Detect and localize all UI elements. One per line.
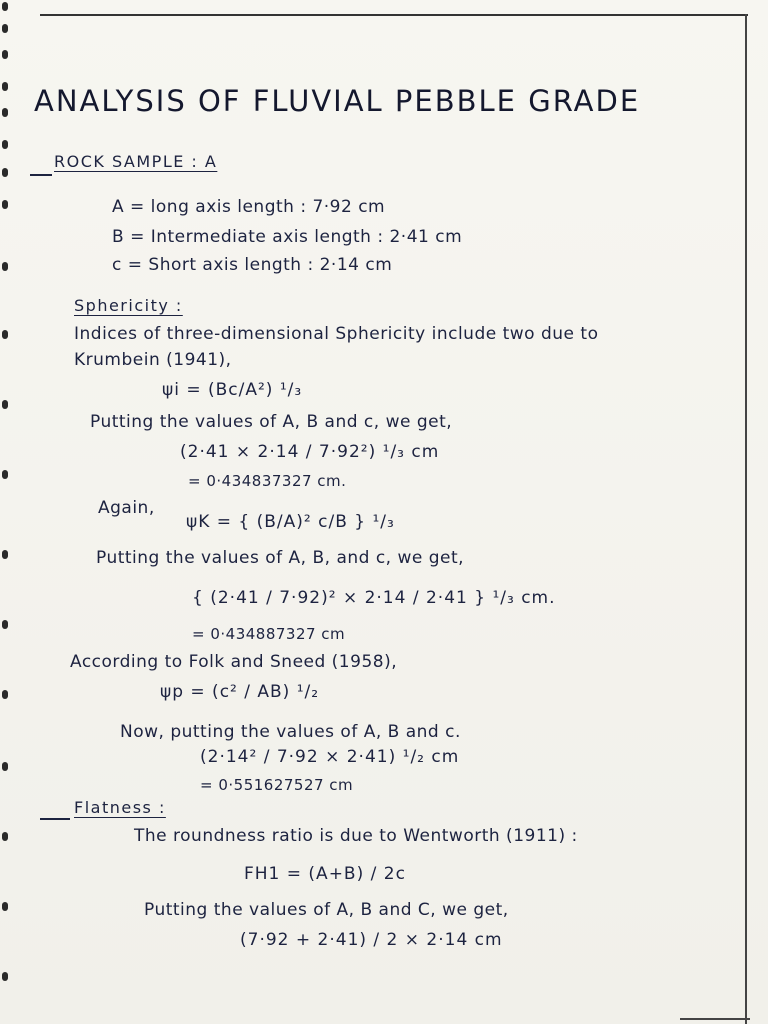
krumbein-k-formula: ψK = { (B/A)² c/B } ¹/₃ bbox=[186, 512, 395, 532]
binding-hole bbox=[2, 168, 8, 177]
calculation-line-4: (7·92 + 2·41) / 2 × 2·14 cm bbox=[240, 930, 503, 950]
binding-hole bbox=[2, 200, 8, 209]
binding-hole bbox=[2, 690, 8, 699]
binding-hole bbox=[2, 762, 8, 771]
again-label: Again, bbox=[98, 498, 155, 518]
flatness-intro-line: The roundness ratio is due to Wentworth (1911) : bbox=[134, 826, 578, 846]
putting-values-line-2: Putting the values of A, B, and c, we get, bbox=[96, 548, 465, 568]
folk-sneed-line: According to Folk and Sneed (1958), bbox=[70, 652, 398, 672]
flatness-heading: Flatness : bbox=[74, 798, 166, 817]
putting-values-line-4: Putting the values of A, B and C, we get, bbox=[144, 900, 509, 920]
binding-hole bbox=[2, 24, 8, 33]
binding-hole bbox=[2, 400, 8, 409]
heading-underline-lead bbox=[40, 818, 70, 820]
binding-hole bbox=[2, 550, 8, 559]
binding-hole bbox=[2, 140, 8, 149]
binding-hole bbox=[2, 902, 8, 911]
putting-values-line-3: Now, putting the values of A, B and c. bbox=[120, 722, 461, 742]
binding-hole bbox=[2, 620, 8, 629]
calculation-line-1: (2·41 × 2·14 / 7·92²) ¹/₃ cm bbox=[180, 442, 440, 462]
binding-hole bbox=[2, 470, 8, 479]
flatness-formula: FH1 = (A+B) / 2c bbox=[244, 864, 406, 884]
heading-underline-lead bbox=[30, 174, 52, 176]
calculation-line-2: { (2·41 / 7·92)² × 2·14 / 2·41 } ¹/₃ cm. bbox=[192, 588, 556, 608]
result-line-3: = 0·551627527 cm bbox=[200, 776, 354, 794]
binding-hole bbox=[2, 972, 8, 981]
binding-hole bbox=[2, 330, 8, 339]
page-border-bottom bbox=[680, 1018, 750, 1020]
krumbein-formula: ψi = (Bc/A²) ¹/₃ bbox=[162, 380, 303, 400]
sphericity-intro-line-1: Indices of three-dimensional Sphericity include two due to bbox=[74, 324, 599, 344]
sphericity-intro-line-2: Krumbein (1941), bbox=[74, 350, 232, 370]
page-border-top bbox=[40, 14, 748, 16]
binding-hole bbox=[2, 108, 8, 117]
binding-hole bbox=[2, 832, 8, 841]
result-line-1: = 0·434837327 cm. bbox=[188, 472, 347, 490]
page-border-right bbox=[745, 14, 747, 1024]
page-title: ANALYSIS OF FLUVIAL PEBBLE GRADE bbox=[34, 84, 641, 118]
result-line-2: = 0·434887327 cm bbox=[192, 625, 346, 643]
putting-values-line-1: Putting the values of A, B and c, we get, bbox=[90, 412, 453, 432]
axis-b-line: B = Intermediate axis length : 2·41 cm bbox=[112, 227, 463, 247]
rock-sample-heading: ROCK SAMPLE : A bbox=[54, 152, 218, 171]
calculation-line-3: (2·14² / 7·92 × 2·41) ¹/₂ cm bbox=[200, 747, 460, 767]
axis-c-line: c = Short axis length : 2·14 cm bbox=[112, 255, 393, 275]
axis-a-line: A = long axis length : 7·92 cm bbox=[112, 197, 386, 217]
binding-hole bbox=[2, 262, 8, 271]
sphericity-heading: Sphericity : bbox=[74, 296, 183, 315]
binding-hole bbox=[2, 2, 8, 11]
folk-sneed-formula: ψp = (c² / AB) ¹/₂ bbox=[160, 682, 320, 702]
binding-hole bbox=[2, 82, 8, 91]
binding-hole bbox=[2, 50, 8, 59]
